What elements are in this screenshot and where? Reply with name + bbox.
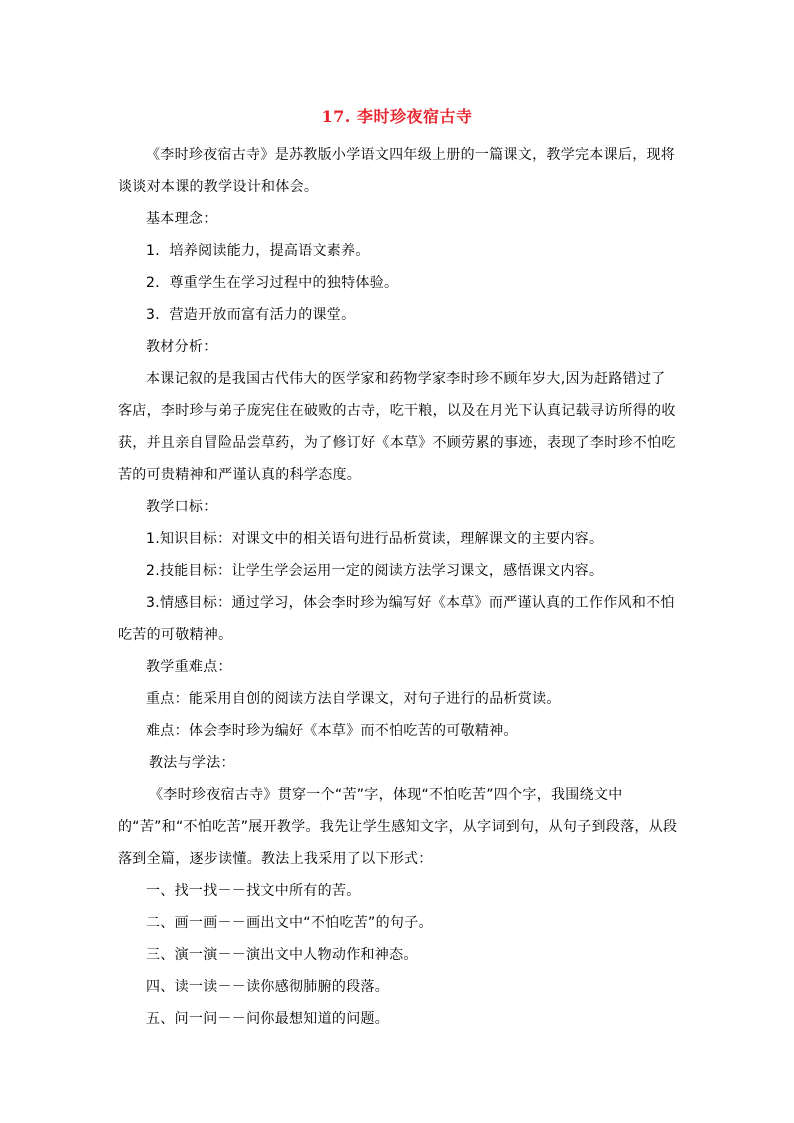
document-title: 17. 李时珍夜宿古寺 xyxy=(321,107,473,126)
list-item: 3.情感目标：通过学习，体会李时珍为编写好《本草》而严谨认真的工作作风和不怕吃苦的可敬精神。 xyxy=(118,595,675,643)
list-item: 1．培养阅读能力，提高语文素养。 xyxy=(146,243,370,259)
list-item: 四、读一读－－读你感彻肺腑的段落。 xyxy=(146,979,390,995)
list-item: 一、找一找－－找文中所有的苦。 xyxy=(146,883,361,899)
heading-key-difficult-points: 教学重难点： xyxy=(146,659,232,675)
heading-methods: 教法与学法： xyxy=(149,755,235,771)
list-item: 2.技能目标：让学生学会运用一定的阅读方法学习课文，感悟课文内容。 xyxy=(146,563,604,579)
paragraph-difficult-point: 难点：体会李时珍为编好《本草》而不怕吃苦的可敬精神。 xyxy=(146,723,518,739)
list-item: 五、问一问－－问你最想知道的问题。 xyxy=(146,1011,390,1027)
list-item: 三、演一演－－演出文中人物动作和神态。 xyxy=(146,947,418,963)
document-body xyxy=(118,139,678,1035)
paragraph-key-point: 重点：能采用自创的阅读方法自学课文，对句子进行的品析赏读。 xyxy=(146,691,561,707)
paragraph-methods: 《李时珍夜宿古寺》贯穿一个“苦”字，体现“不怕吃苦”四个字，我围绕文中的“苦”和“不怕吃苦”展开教学。我先让学生感知文字，从字词到句，从句子到段落，从段落到全篇，逐步读懂。教法上我采用了以下形式： xyxy=(118,787,678,867)
list-item: 2．尊重学生在学习过程中的独特体验。 xyxy=(146,275,399,291)
list-item: 1.知识目标：对课文中的相关语句进行品析赏读，理解课文的主要内容。 xyxy=(146,531,604,547)
heading-material-analysis: 教材分析： xyxy=(146,339,218,355)
heading-basic-concept: 基本理念： xyxy=(146,211,218,227)
paragraph-intro: 《李时珍夜宿古寺》是苏教版小学语文四年级上册的一篇课文，教学完本课后，现将谈谈对本课的教学设计和体会。 xyxy=(118,147,676,195)
paragraph-material: 本课记叙的是我国古代伟大的医学家和药物学家李时珍不顾年岁大,因为赶路错过了客店，李时珍与弟子庞宪住在破败的古寺，吃干粮，以及在月光下认真记载寻访所得的收获，并且亲自冒险品尝草药，为了修订好《本草》不顾劳累的事迹，表现了李时珍不怕吃苦的可贵精神和严谨认真的科学态度。 xyxy=(118,371,676,483)
list-item: 3．营造开放而富有活力的课堂。 xyxy=(146,307,356,323)
heading-teaching-goals: 教学口标： xyxy=(146,499,218,515)
list-item: 二、画一画－－画出文中“不怕吃苦”的句子。 xyxy=(146,915,433,931)
